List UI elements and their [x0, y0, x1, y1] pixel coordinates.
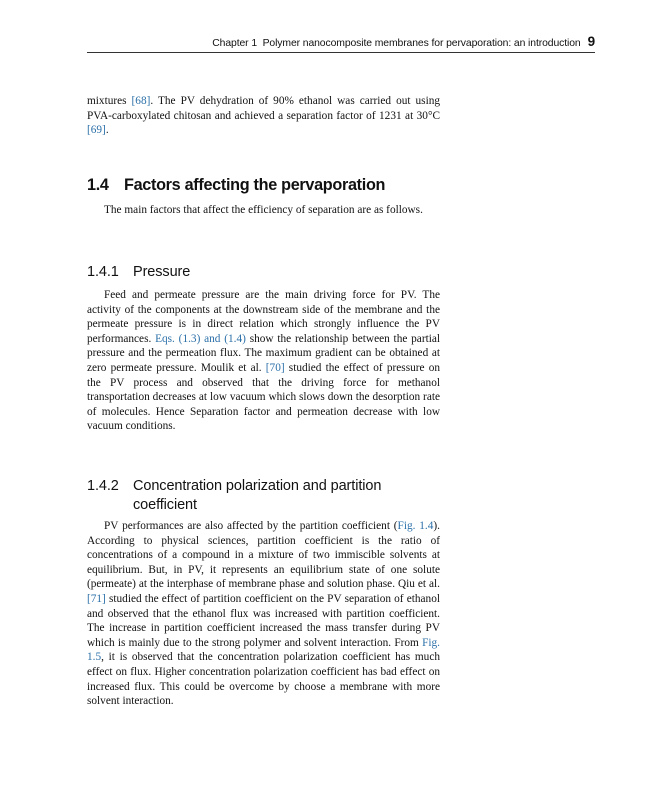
- section-number: 1.4: [87, 176, 109, 194]
- subsection-title: Pressure: [133, 264, 191, 280]
- section-1-4-2-body: [87, 519, 440, 709]
- intro-block: [87, 94, 440, 138]
- citation-70[interactable]: [70]: [265, 361, 285, 374]
- running-head-chapter: Chapter 1: [212, 38, 257, 49]
- running-head-title: Polymer nanocomposite membranes for pervaporation: an introduction: [262, 38, 581, 49]
- section-1-4-body: [87, 203, 440, 218]
- partition-paragraph: PV performances are also affected by the partition coefficient (Fig. 1.4). According to physical sciences, partition coefficient is the ratio of concentrations of a compound in a mixture of two immiscible solvents at equilibrium. But, in PV, it represents an equilibrium state of one solute (permeate) at the interphase of membrane phase and solution phase. Qiu et al. [71] studied the effect of partition coefficient on the PV separation of ethanol and observed that the ethanol flux was increased with partition coefficient. The increase in partition coefficient increased the mass transfer during PV which is mainly due to the strong polymer and solvent interaction. From Fig. 1.5, it is observed that the concentration polarization coefficient has much effect on flux. Higher concentration polarization coefficient has bad effect on increased flux. This could be overcome by choose a membrane with more solvent interaction.: [87, 520, 440, 708]
- section-1-4-heading: [87, 176, 440, 195]
- figure-reference-1-5[interactable]: Fig. 1.5: [87, 636, 440, 664]
- citation-69[interactable]: [69]: [87, 124, 106, 137]
- header-rule: [87, 52, 595, 53]
- section-title: Factors affecting the pervaporation: [124, 176, 386, 194]
- subsection-heading: [87, 477, 440, 514]
- running-head: [87, 34, 595, 49]
- subsection-heading: [87, 263, 440, 282]
- citation-71[interactable]: [71]: [87, 592, 106, 605]
- intro-paragraph: mixtures [68]. The PV dehydration of 90% ethanol was carried out using PVA-carboxylated chitosan and achieved a separation factor of 1231 at 30°C [69].: [87, 95, 441, 137]
- section-1-4-1-body: [87, 288, 440, 434]
- subsection-number: 1.4.2: [87, 478, 119, 494]
- page-number: 9: [587, 34, 595, 49]
- section-1-4-1-heading: [87, 263, 440, 282]
- subsection-title: Concentration polarization and partition coefficient: [133, 478, 382, 513]
- section-heading: [87, 176, 440, 195]
- section-1-4-paragraph: The main factors that affect the efficiency of separation are as follows.: [104, 204, 423, 216]
- figure-reference-1-4[interactable]: Fig. 1.4: [397, 520, 434, 532]
- subsection-number: 1.4.1: [87, 264, 119, 280]
- pressure-paragraph: Feed and permeate pressure are the main driving force for PV. The activity of the components at the downstream side of the membrane and the permeate pressure is in direct relation which strongly influence the PV performances. Eqs. (1.3) and (1.4) show the relationship between the partial pressure and the permeation flux. The maximum gradient can be obtained at zero permeate pressure. Moulik et al. [70] studied the effect of pressure on the PV process and observed that the driving force for methanol transportation decreases at low vacuum which slows down the desorption rate of molecules. Hence Separation factor and permeation decrease with low vacuum conditions.: [87, 289, 441, 433]
- section-1-4-2-heading: [87, 477, 440, 514]
- equation-reference[interactable]: Eqs. (1.3) and (1.4): [155, 332, 246, 345]
- citation-68[interactable]: [68]: [131, 95, 151, 107]
